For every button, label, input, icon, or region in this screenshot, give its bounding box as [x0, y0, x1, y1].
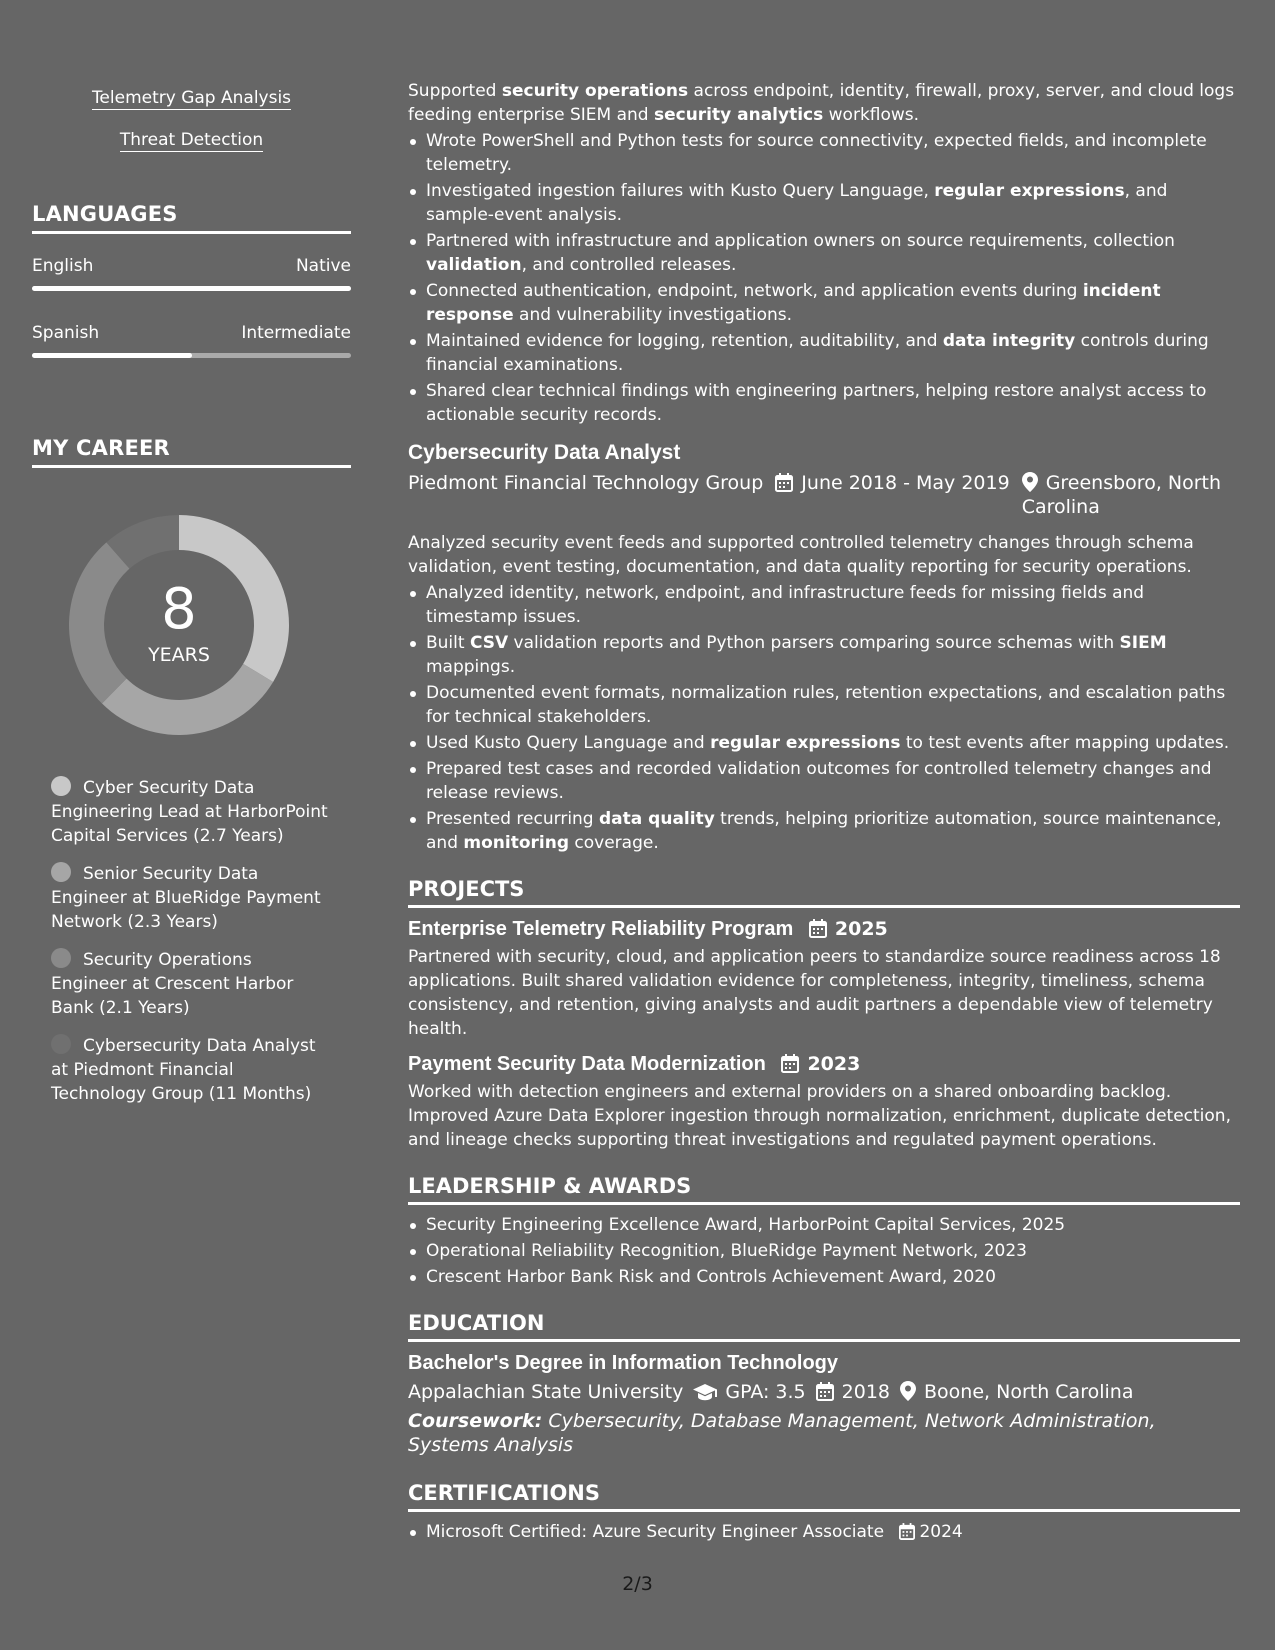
bullet-item: Maintained evidence for logging, retention, auditability, and data integrity controls during financial examinations.	[408, 329, 1240, 377]
career-legend-text: Cyber Security Data Engineering Lead at HarborPoint Capital Services (2.7 Years)	[51, 778, 328, 846]
previous-job-bullets	[408, 129, 1240, 427]
legend-dot-icon	[51, 948, 71, 968]
bullet-item: Used Kusto Query Language and regular expressions to test events after mapping updates.	[408, 731, 1240, 755]
bullet-item: Connected authentication, endpoint, network, and application events during incident response and vulnerability investigations.	[408, 279, 1240, 327]
skill-link-telemetry-gap-analysis[interactable]: Telemetry Gap Analysis	[91, 88, 292, 108]
school-location: Boone, North Carolina	[924, 1381, 1134, 1403]
award-item: Crescent Harbor Bank Risk and Controls Achievement Award, 2020	[408, 1265, 1240, 1289]
education-heading: EDUCATION	[408, 1311, 1240, 1342]
page-number: 2/3	[622, 1573, 653, 1595]
bullet-item: Analyzed identity, network, endpoint, and infrastructure feeds for missing fields and timestamp issues.	[408, 581, 1240, 629]
career-legend-item	[51, 1034, 331, 1106]
job-dates: June 2018 - May 2019	[801, 472, 1010, 494]
project-item	[408, 1053, 1240, 1152]
calendar-icon	[775, 473, 793, 492]
map-pin-icon	[900, 1381, 916, 1401]
project-item	[408, 918, 1240, 1041]
certification-name: Microsoft Certified: Azure Security Engineer Associate	[426, 1522, 885, 1542]
project-description: Partnered with security, cloud, and application peers to standardize source readiness across 18 applications. Built shared validation evidence for completeness, integrity, timeliness, schema consistency, and retention, giving analysts and audit partners a dependable view of telemetry health.	[408, 947, 1221, 1039]
projects-heading: PROJECTS	[408, 877, 1240, 908]
career-total-years: 8	[161, 577, 197, 642]
job-company: Piedmont Financial Technology Group	[408, 472, 764, 494]
certifications-list	[408, 1520, 1240, 1544]
project-title-row	[408, 1053, 1240, 1076]
job-dates-group	[775, 471, 1009, 519]
bullet-item: Presented recurring data quality trends, helping prioritize automation, source maintenance, and monitoring coverage.	[408, 807, 1240, 855]
languages-heading: LANGUAGES	[32, 202, 351, 234]
career-legend-item	[51, 776, 331, 848]
language-english	[32, 256, 351, 291]
sidebar	[32, 0, 351, 1120]
project-year: 2023	[807, 1053, 861, 1075]
certification-year: 2024	[919, 1522, 963, 1542]
career-heading: MY CAREER	[32, 436, 351, 468]
calendar-icon	[899, 1523, 915, 1540]
skill-link-threat-detection[interactable]: Threat Detection	[119, 130, 264, 150]
job-location-group	[1022, 471, 1222, 519]
career-legend	[51, 776, 331, 1106]
language-name: Spanish	[32, 323, 100, 343]
legend-dot-icon	[51, 862, 71, 882]
previous-job-summary: Supported security operations across endpoint, identity, firewall, proxy, server, and cloud logs feeding enterprise SIEM and security analytics workflows.	[408, 81, 1235, 125]
career-legend-text: Security Operations Engineer at Crescent Harbor Bank (2.1 Years)	[51, 950, 294, 1018]
calendar-icon	[809, 919, 827, 938]
career-legend-text: Senior Security Data Engineer at BlueRidge Payment Network (2.3 Years)	[51, 864, 321, 932]
calendar-icon	[816, 1382, 834, 1401]
legend-dot-icon	[51, 776, 71, 796]
project-name: Payment Security Data Modernization	[408, 1053, 766, 1075]
job-title: Cybersecurity Data Analyst	[408, 441, 681, 464]
career-legend-item	[51, 948, 331, 1020]
language-proficiency-fill	[32, 286, 351, 291]
language-spanish	[32, 323, 351, 358]
project-name: Enterprise Telemetry Reliability Program	[408, 918, 794, 940]
certification-item	[408, 1520, 1240, 1544]
project-description: Worked with detection engineers and external providers on a shared onboarding backlog. Improved Azure Data Explorer ingestion through normalization, enrichment, duplicate detection, and lineage checks supporting threat investigations and regulated payment operations.	[408, 1082, 1231, 1150]
bullet-item: Shared clear technical findings with engineering partners, helping restore analyst access to actionable security records.	[408, 379, 1240, 427]
job-summary: Analyzed security event feeds and supported controlled telemetry changes through schema validation, event testing, documentation, and data quality reporting for security operations.	[408, 533, 1194, 577]
language-proficiency-bar	[32, 286, 351, 291]
graduation-cap-icon	[693, 1383, 717, 1401]
calendar-icon	[781, 1054, 799, 1073]
map-pin-icon	[1022, 472, 1038, 492]
coursework-list: Cybersecurity, Database Management, Network Administration, Systems Analysis	[408, 1410, 1156, 1456]
career-legend-item	[51, 862, 331, 934]
project-year: 2025	[834, 918, 888, 940]
bullet-item: Prepared test cases and recorded validation outcomes for controlled telemetry changes and release reviews.	[408, 757, 1240, 805]
coursework-label: Coursework:	[408, 1410, 543, 1432]
project-title-row	[408, 918, 1240, 941]
certifications-heading: CERTIFICATIONS	[408, 1481, 1240, 1512]
career-total-unit: YEARS	[148, 644, 210, 666]
school-name: Appalachian State University	[408, 1381, 684, 1403]
career-donut-chart	[64, 510, 294, 740]
bullet-item: Investigated ingestion failures with Kusto Query Language, regular expressions, and sample-event analysis.	[408, 179, 1240, 227]
bullet-item: Built CSV validation reports and Python parsers comparing source schemas with SIEM mappings.	[408, 631, 1240, 679]
education-meta	[408, 1381, 1240, 1403]
awards-list	[408, 1213, 1240, 1289]
job-meta	[408, 471, 1240, 519]
career-legend-text: Cybersecurity Data Analyst at Piedmont Financial Technology Group (11 Months)	[51, 1036, 316, 1104]
job-bullets	[408, 581, 1240, 855]
bullet-item: Partnered with infrastructure and application owners on source requirements, collection validation, and controlled releases.	[408, 229, 1240, 277]
legend-dot-icon	[51, 1034, 71, 1054]
job-location: Greensboro, North Carolina	[1021, 472, 1222, 518]
language-level: Native	[295, 256, 351, 276]
coursework	[408, 1409, 1240, 1457]
gpa: GPA: 3.5	[725, 1381, 806, 1403]
language-level: Intermediate	[241, 323, 351, 343]
language-proficiency-fill	[32, 353, 192, 358]
award-item: Operational Reliability Recognition, BlueRidge Payment Network, 2023	[408, 1239, 1240, 1263]
donut-segment-1	[102, 664, 273, 735]
bullet-item: Documented event formats, normalization rules, retention expectations, and escalation paths for technical stakeholders.	[408, 681, 1240, 729]
language-name: English	[32, 256, 94, 276]
graduation-year: 2018	[841, 1381, 891, 1403]
bullet-item: Wrote PowerShell and Python tests for source connectivity, expected fields, and incomplete telemetry.	[408, 129, 1240, 177]
main-content	[408, 79, 1240, 1546]
language-proficiency-bar	[32, 353, 351, 358]
degree-title: Bachelor's Degree in Information Technology	[408, 1352, 839, 1374]
award-item: Security Engineering Excellence Award, HarborPoint Capital Services, 2025	[408, 1213, 1240, 1237]
awards-heading: LEADERSHIP & AWARDS	[408, 1174, 1240, 1205]
